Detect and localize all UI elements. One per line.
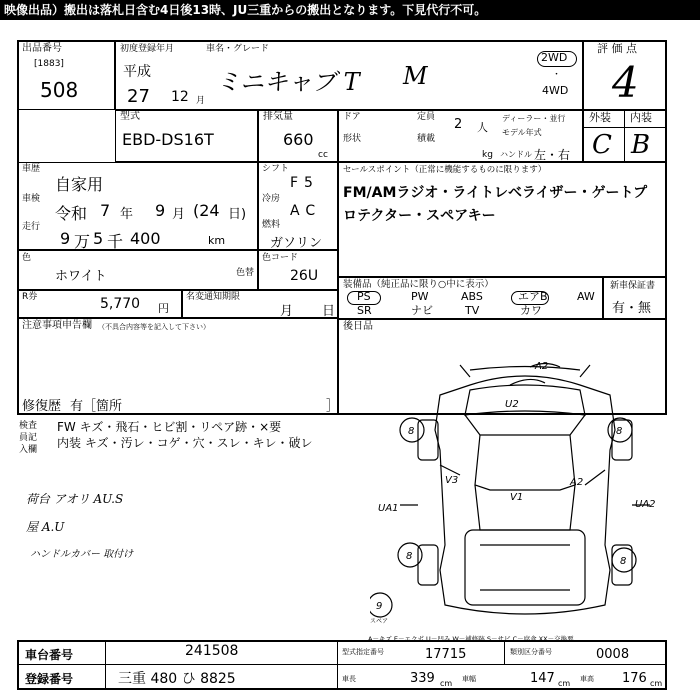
lot-number: 508 [40, 78, 79, 102]
equip-leather: カワ [520, 304, 542, 317]
warranty-label: 新車保証書 [610, 281, 656, 291]
spare-label: スペア [370, 618, 389, 625]
sales-label: セールスポイント（正常に機能するものに限ります） [343, 165, 547, 175]
lot-label: 出品番号 [22, 43, 62, 54]
load-label: 積載 [417, 134, 436, 144]
equip-airbag: エアB [518, 290, 548, 303]
doors-label: ドア [343, 112, 361, 122]
model-year-label: モデル年式 [502, 128, 542, 137]
sales-line1: FM/AMラジオ・ライトレベライザー・ゲートプ [343, 185, 648, 201]
type-no-label: 型式指定番号 [342, 648, 384, 656]
color-no-label: 色替 [236, 268, 255, 278]
drive-4wd: 4WD [542, 84, 569, 97]
mark-v3: V3 [445, 475, 459, 486]
mark-8-rr: 8 [620, 556, 627, 567]
reg-year: 27 [127, 86, 150, 107]
inspection-label: 車検 [22, 194, 41, 204]
inspection-era: 令和 [55, 204, 88, 223]
interior-row: 内装 キズ・汚レ・コゲ・穴・スレ・キレ・破レ [57, 436, 313, 450]
chassis: 241508 [185, 643, 239, 659]
ac: AC [290, 203, 322, 219]
color-cell [17, 250, 258, 290]
capacity-label: 定員 [417, 112, 436, 122]
mark-a2-top: A2 [535, 361, 549, 372]
reg-month: 12 [171, 89, 189, 105]
exterior-label: 外装 [589, 111, 611, 124]
displacement: 660 [283, 130, 314, 149]
type-no: 17715 [425, 647, 467, 662]
inspection-month-unit: 月 [172, 207, 186, 222]
reg-label: 初度登録年月 [120, 44, 175, 54]
handle-label: ハンドル [500, 150, 532, 159]
shift-label: シフト [262, 164, 290, 174]
inspection-day: (24 [193, 201, 220, 220]
footer-hline [17, 664, 667, 665]
warranty: 有・無 [612, 301, 652, 316]
usage-label: 車歴 [22, 164, 41, 174]
color-code: 26U [290, 268, 319, 284]
capacity: 2 [454, 117, 463, 132]
score: 4 [612, 58, 639, 107]
chassis-label: 車台番号 [25, 648, 74, 662]
hand-note-3: ハンドルカバー 取付け [30, 549, 134, 560]
reminder-day: 日 [322, 304, 336, 319]
footer-vline3 [504, 640, 505, 665]
reg-month-unit: 月 [196, 96, 206, 106]
length-label: 車長 [342, 675, 356, 683]
car-name: ミニキャブ T [216, 68, 360, 96]
mark-8-fr: 8 [616, 426, 623, 437]
footer-vline1 [105, 640, 106, 690]
mark-v1: V1 [510, 492, 524, 503]
dealer-label: ディーラー・並行 [502, 114, 566, 123]
class-no: 0008 [596, 647, 630, 662]
car-diagram [370, 355, 680, 635]
shape-label: 形状 [343, 134, 362, 144]
shift: F5 [290, 175, 319, 191]
color-label: 色 [22, 253, 32, 263]
km-unit: km [208, 234, 226, 247]
equip-pw: PW [411, 290, 429, 303]
reminder-month: 月 [280, 304, 294, 319]
hand-note-1: 荷台 アオリ AU.S [26, 492, 124, 506]
equip-tv: TV [465, 304, 480, 317]
inspection-year: 7 [100, 201, 111, 220]
width-unit: cm [558, 679, 571, 688]
color: ホワイト [55, 269, 107, 284]
mark-u2: U2 [505, 399, 519, 410]
after-label: 後日品 [343, 321, 373, 332]
mileage-label: 走行 [22, 222, 41, 232]
color-code-label: 色コード [262, 253, 299, 263]
inspection-month: 9 [155, 201, 166, 220]
equipment-label: 装備品（純正品に限り○中に表示） [343, 279, 494, 290]
mark-ua1: UA1 [378, 503, 399, 514]
grades-hline [583, 127, 667, 128]
footer-vline2 [337, 640, 338, 690]
height-unit: cm [650, 679, 663, 688]
attention-label: 注意事項申告欄 [22, 320, 92, 331]
length: 339 [410, 671, 435, 686]
attention-cell [17, 318, 338, 415]
recycle-label: R券 [22, 292, 38, 302]
inspection-year-unit: 年 [120, 207, 134, 222]
cc-unit: cc [318, 150, 328, 160]
inspection-day-unit: 日) [228, 207, 247, 222]
usage: 自家用 [55, 175, 104, 194]
repair-value: 有［箇所 [70, 399, 123, 414]
persons-unit: 人 [477, 121, 488, 134]
reminder-label: 名変通知期限 [186, 292, 241, 302]
mileage-u1: 万 [74, 232, 91, 251]
mileage-a: 9 [60, 229, 71, 248]
fuel-label: 燃料 [262, 220, 281, 230]
mark-8-rl: 8 [406, 551, 413, 562]
equip-aw: AW [577, 290, 595, 303]
sales-line2: ロテクター・スペアキー [343, 208, 496, 224]
ac-label: 冷房 [262, 194, 281, 204]
interior-grade: B [631, 130, 651, 160]
width: 147 [530, 671, 555, 686]
width-label: 車幅 [462, 675, 476, 683]
attention-sub: （不具合内容等を記入して下さい） [98, 323, 210, 331]
fw-row: FW キズ・飛石・ヒビ割・リペア跡・×要 [57, 420, 282, 434]
displacement-label: 排気量 [263, 111, 293, 122]
mileage-c: 400 [130, 229, 161, 248]
mark-9: 9 [376, 601, 383, 612]
plate: 三重 480 ひ 8825 [118, 671, 236, 687]
equip-ps: PS [357, 290, 371, 303]
grades-divider [624, 110, 625, 162]
era: 平成 [123, 64, 151, 80]
height-label: 車高 [580, 675, 594, 683]
mileage-b: 5 [93, 229, 104, 248]
top-banner: 映像出品）搬出は落札日含む4日後13時、JU三重からの搬出となります。下見代行不可。 [0, 0, 700, 20]
fuel: ガソリン [270, 236, 323, 251]
damage-legend: A－キズ E－エクボ U－凹み W－補修跡 S－サビ C－腐食 XX－交換要 [368, 635, 574, 643]
inspector-label: 検査員記入欄 [19, 421, 38, 455]
interior-label: 内装 [630, 111, 652, 124]
repair-close: ］ [326, 399, 340, 414]
equip-sr: SR [357, 304, 372, 317]
length-unit: cm [440, 679, 453, 688]
hand-note-2: 屋 A.U [26, 520, 65, 534]
plate-label: 登録番号 [25, 672, 74, 686]
grade: M [403, 62, 428, 90]
yen-unit: 円 [158, 302, 169, 315]
mark-a2-right: A2 [570, 477, 584, 488]
kg-unit: kg [482, 150, 493, 160]
mark-8-fl: 8 [408, 426, 415, 437]
model: EBD-DS16T [122, 130, 214, 149]
drive-2wd: 2WD [541, 51, 568, 64]
score-label: 評 価 点 [597, 42, 637, 55]
equip-abs: ABS [461, 290, 483, 303]
equip-navi: ナビ [411, 304, 433, 317]
height: 176 [622, 671, 647, 686]
drive-dot: ・ [552, 70, 562, 80]
class-label: 類別区分番号 [510, 648, 552, 656]
exterior-grade: C [592, 130, 612, 160]
repair-label: 修復歴 [22, 399, 62, 414]
lot-sub: [1883] [34, 59, 64, 69]
handle: 左・右 [534, 148, 571, 162]
name-label: 車名・グレード [206, 44, 270, 54]
mark-ua2: UA2 [635, 499, 656, 510]
model-label: 型式 [120, 111, 140, 122]
mileage-u2: 千 [107, 232, 124, 251]
recycle: 5,770 [100, 296, 141, 312]
